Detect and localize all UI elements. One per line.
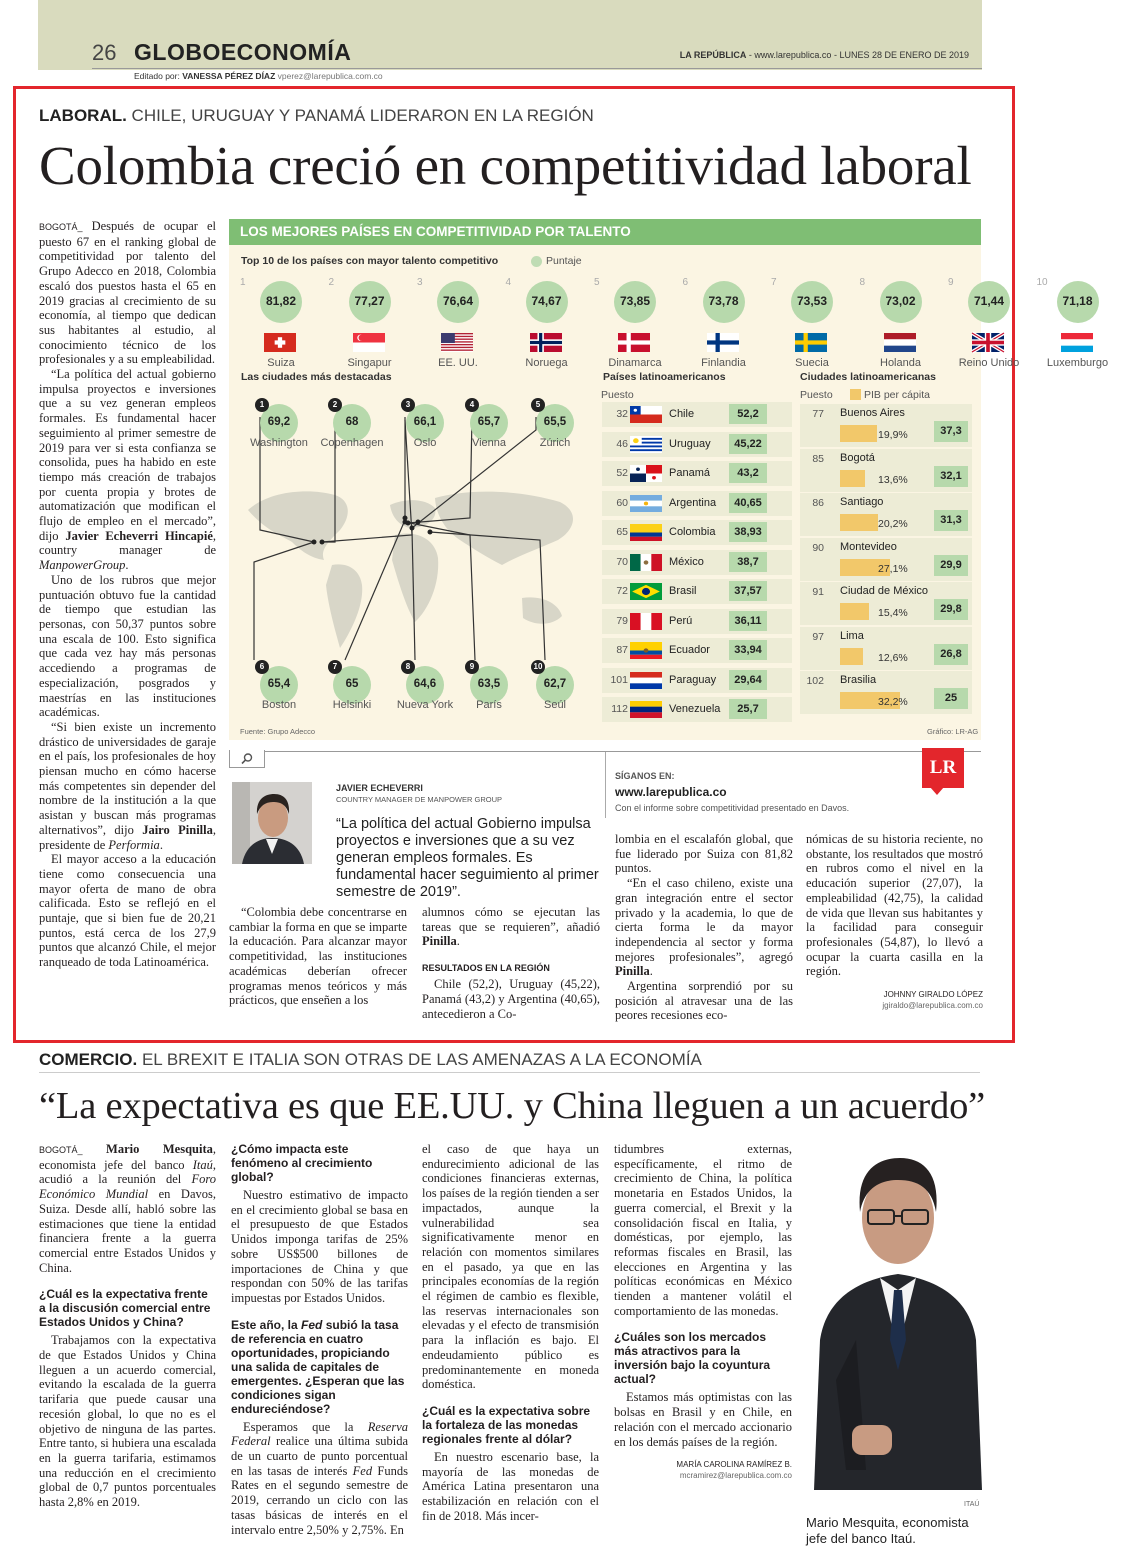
latam-cities-puesto-label: Puesto — [800, 389, 833, 401]
byline-author: MARÍA CAROLINA RAMÍREZ B. — [676, 1460, 792, 1470]
top10-rank: 3 — [417, 277, 423, 288]
paragraph: “Colombia debe concentrarse en cambiar la forma en que se imparte la educación. Para alcanzar mayor competitividad, las instituciones académicas deberían ofrecer programas menos teóricos y más prácticos, que enseñen a los — [229, 905, 407, 1008]
photo-javier-echeverri — [232, 782, 312, 864]
flag-ar-icon — [630, 495, 662, 512]
latam-city-score: 29,9 — [934, 555, 968, 576]
latam-puesto: 72 — [616, 585, 628, 597]
flag-br-icon — [630, 583, 662, 600]
pib-bar — [840, 648, 863, 665]
top10-score: 77,27 — [354, 294, 385, 308]
latam-score: 38,93 — [729, 522, 767, 542]
latam-city-score: 32,1 — [934, 466, 968, 487]
flag-ch-icon — [264, 333, 296, 352]
subheading: RESULTADOS EN LA REGIÓN — [422, 963, 550, 974]
follow-heading: SÍGANOS EN: — [615, 771, 675, 781]
top10-label: Top 10 de los países con mayor talento competitivo — [241, 255, 499, 267]
top10-country: Finlandia — [701, 357, 746, 369]
top10-country: Reino Unido — [958, 357, 1020, 369]
latam-city-row — [800, 627, 970, 671]
flag-mx-icon — [630, 554, 662, 571]
interview-question: ¿Cuáles son los mercados más atractivos para la inversión bajo la coyuntura actual? — [614, 1330, 771, 1387]
latam-score: 33,94 — [729, 640, 767, 660]
latam-city-row — [800, 449, 970, 493]
latam-city-puesto: 102 — [806, 675, 824, 687]
pib-bar — [840, 603, 869, 620]
flag-pa-icon — [630, 465, 662, 482]
latam-puesto: 70 — [616, 555, 628, 568]
latam-country: Argentina — [669, 496, 717, 509]
paragraph: Chile (52,2), Uruguay (45,22), Panamá (43,2) y Argentina (40,65), antecedieron a Co- — [422, 977, 600, 1021]
top10-rank: 2 — [328, 277, 335, 288]
company-name: Itaú — [192, 1157, 213, 1172]
city-score: 66,1 — [413, 416, 437, 428]
infographic-credit: Gráfico: LR-AG — [927, 727, 979, 736]
latam-row — [602, 668, 790, 694]
latam-title: Países latinoamericanos — [603, 371, 726, 383]
paragraph-text: alumnos cómo se ejecutan las tareas que se requieren”, añadió — [422, 905, 600, 934]
latam-row — [602, 461, 790, 487]
top10-country: Dinamarca — [608, 357, 662, 369]
latam-score: 52,2 — [729, 404, 767, 424]
latam-city-name: Ciudad de México — [840, 585, 929, 597]
latam-country: Panamá — [669, 467, 710, 479]
byline — [614, 1459, 792, 1481]
interview-question: ¿Cómo impacta este fenómeno al crecimiento global? — [231, 1142, 373, 1184]
interview-question — [231, 1318, 408, 1416]
paragraph — [39, 1142, 216, 1275]
latam-country: Chile — [669, 408, 695, 420]
paragraph-text: . — [456, 934, 460, 949]
latam-puesto: 60 — [616, 496, 628, 509]
photo-credit: ITAÚ — [964, 1501, 980, 1508]
city-score: 62,7 — [543, 678, 567, 690]
top10-country: Suiza — [267, 357, 295, 369]
top10-rank: 6 — [682, 277, 689, 288]
top10-score: 73,85 — [619, 294, 651, 308]
latam-row — [602, 491, 790, 517]
flag-gb-icon — [972, 333, 1004, 352]
latam-cities-title: Ciudades latinoamericanas — [800, 371, 936, 383]
interview-question: ¿Cuál es la expectativa sobre la fortaleza de las monedas regionales frente al dólar? — [422, 1403, 591, 1446]
paragraph: El mayor acceso a la educación tiene como consecuencia una mayor oferta de mano de obra calificada. Esto se reflejó en el puntaje, que si bien fue de 20,21 puntos, está cerca de los 27,9 puntos que alcanzó Chile, el mejor ranqueado de toda Latinoamérica. — [39, 852, 216, 970]
flag-co-icon — [630, 524, 662, 541]
infographic-source: Fuente: Grupo Adecco — [240, 727, 316, 736]
article1-col5 — [806, 832, 983, 1011]
top10-rank: 4 — [505, 277, 512, 288]
institution-name: Fed — [301, 1317, 323, 1332]
top10-score: 71,18 — [1062, 294, 1093, 308]
latam-country: Perú — [669, 614, 693, 627]
latam-city-puesto: 91 — [812, 586, 824, 598]
latam-city-row — [800, 582, 970, 626]
interview-question: ¿Cuál es la expectativa frente a la discusión comercial entre Estados Unidos y China? — [39, 1287, 211, 1330]
top10-score: 73,78 — [708, 294, 739, 308]
question-text: Este año, la — [231, 1317, 302, 1332]
top10-score: 81,82 — [265, 294, 297, 308]
top10-score: 71,44 — [973, 294, 1005, 308]
section-name: GLOBOECONOMÍA — [134, 39, 352, 65]
flag-sg-icon — [353, 333, 385, 352]
article2-col2 — [231, 1142, 408, 1537]
quote-person-name: JAVIER ECHEVERRI — [336, 783, 423, 793]
latam-row — [602, 579, 790, 605]
institution-name: Reserva Federal — [231, 1419, 408, 1449]
paragraph-text: , presidente de — [39, 822, 216, 852]
follow-url: www.larepublica.co — [615, 785, 727, 799]
editor-line — [134, 71, 383, 81]
editor-email: vperez@larepublica.com.co — [277, 71, 383, 81]
pib-value: 13,6% — [878, 473, 908, 486]
paragraph: Nuestro estimativo de impacto en el crecimiento global se basa en el presupuesto de que Estados Unidos imponga tarifas de 25% sobre US$500 billones de importaciones de China y que respondan con 50% de las tarifas impuestas por Estados Unidos. — [231, 1188, 408, 1305]
paragraph-text: “La política del actual gobierno impulsa proyectos e inversiones que a su vez generan empleos formales. Es fundamental hacer seguimiento al primer semestre de 2019 para ver si esta confianza se consolida, pues ha habido en este tiempo más creación de trabajos por cuenta propia y brotes de automatización que modifican el flujo de empleo en el mercado”, dijo — [39, 367, 216, 543]
flag-ec-icon — [630, 642, 662, 659]
latam-country: Colombia — [669, 526, 716, 538]
pib-value: 15,4% — [878, 607, 908, 619]
paragraph-text: . — [159, 837, 163, 852]
paragraph-text: , economista jefe del banco — [39, 1142, 216, 1172]
pib-bar — [840, 514, 878, 531]
latam-city-puesto: 90 — [812, 541, 824, 554]
photo-caption: Mario Mesquita, economista jefe del banco Itaú. — [806, 1515, 969, 1546]
legend-pib-square — [850, 389, 861, 400]
latam-row — [602, 697, 790, 723]
latam-puesto: 65 — [616, 526, 628, 538]
latam-row — [602, 609, 790, 635]
top10-country: EE. UU. — [438, 357, 478, 369]
city-name: Nueva York — [396, 699, 454, 711]
search-icon-glyph — [240, 752, 254, 766]
latam-score: 38,7 — [729, 552, 767, 572]
top10-rank: 9 — [948, 277, 954, 288]
pib-bar — [840, 470, 865, 487]
city-name: París — [476, 699, 502, 711]
article2-kicker — [39, 1050, 702, 1070]
top10-score: 74,67 — [531, 294, 562, 308]
article2-col4 — [614, 1142, 792, 1481]
top10-rank: 1 — [240, 277, 246, 288]
infographic-title: LOS MEJORES PAÍSES EN COMPETITIVIDAD POR TALENTO — [229, 219, 981, 245]
byline — [806, 989, 983, 1011]
byline-author: JOHNNY GIRALDO LÓPEZ — [883, 990, 983, 1000]
kicker-label: COMERCIO. — [39, 1050, 138, 1069]
legend-score-label: Puntaje — [546, 255, 582, 267]
article1-col1 — [39, 219, 216, 970]
article2-rule — [39, 1072, 980, 1073]
latam-country: Ecuador — [669, 644, 710, 656]
latam-city-name: Buenos Aires — [840, 407, 905, 419]
paragraph: En nuestro escenario base, la mayoría de las monedas de América Latina presentaron una estabilización en relación con el fin de 2018. Más incer- — [422, 1449, 599, 1523]
latam-row — [602, 402, 790, 428]
paragraph-text: , country manager de — [39, 528, 217, 558]
latam-puesto: 52 — [616, 467, 628, 479]
top10-country: Noruega — [525, 357, 568, 369]
photo-mario-mesquita — [806, 1140, 988, 1490]
paragraph-text: . — [125, 558, 129, 573]
editor-prefix: Editado por: — [134, 71, 180, 81]
latam-puesto: 79 — [616, 614, 628, 627]
latam-puesto: 112 — [611, 703, 628, 715]
flag-se-icon — [795, 333, 827, 352]
top10-rank: 7 — [771, 277, 777, 288]
editor-name: VANESSA PÉREZ DÍAZ — [182, 71, 276, 81]
latam-city-row — [800, 538, 970, 582]
paragraph: Estamos más optimistas con las bolsas en Brasil y en Chile, en relación con el mercado accionario en los demás países de la región. — [614, 1390, 792, 1449]
city-rank-badge: 9 — [465, 660, 479, 674]
paragraph-text: realice una última subida de un cuarto de punto porcentual en las tasas de interés — [231, 1434, 408, 1478]
article1-headline: Colombia creció en competitividad laboral — [39, 135, 972, 196]
masthead-name: LA REPÚBLICA — [679, 50, 747, 60]
paragraph: Argentina sorprendió por su posición al atravesar una de las peores recesiones eco- — [615, 979, 793, 1023]
page-number: 26 — [92, 40, 117, 65]
paragraph-text: Esperamos que la — [243, 1419, 368, 1434]
masthead — [680, 50, 969, 60]
latam-row — [602, 550, 790, 576]
city-name: Boston — [261, 699, 297, 711]
latam-city-name: Santiago — [840, 496, 884, 508]
masthead-date: - www.larepublica.co - LUNES 28 DE ENERO DE 2019 — [746, 50, 969, 60]
city-score: 65,4 — [267, 678, 291, 690]
city-name: Vienna — [471, 437, 507, 449]
city-name: Oslo — [413, 437, 437, 449]
person-name: Javier Echeverri Hincapié — [65, 528, 213, 543]
paragraph-text: . — [649, 964, 653, 979]
flag-us-icon — [441, 333, 473, 352]
paragraph — [422, 905, 600, 949]
paragraph-text: “En el caso chileno, existe una gran integración entre el sector privado y la academia, lo que de cierta forma le da mayor independencia al sector y forma mejores profesionales”, agregó — [615, 876, 793, 964]
latam-city-score: 29,8 — [934, 599, 968, 620]
latam-country: México — [669, 555, 704, 568]
latam-country: Uruguay — [669, 437, 711, 450]
portrait-graphic — [806, 1140, 988, 1490]
paragraph: Uno de los rubros que mejor puntuación obtuvo fue la cantidad de tiempo que estudian las personas, con 50,37 puntos sobre una escala de 100. Esto significa que cada vez hay más personas accediendo a programas de especialización, posgrados y maestrías en las instituciones académicas. — [39, 572, 216, 720]
city-rank-badge: 2 — [328, 398, 342, 412]
paragraph-text: en Davos, Suiza. Desde allí, habló sobre las estimaciones que tiene la entidad financiera frente a la guerra comercial entre Estados Unidos y China. — [39, 1187, 216, 1275]
byline-email: jgiraldo@larepublica.com.co — [882, 1001, 983, 1011]
paragraph — [231, 1420, 408, 1538]
city-name: Washington — [250, 437, 308, 449]
paragraph-text: “Si bien existe un incremento drástico de universidades de garaje en el país, los profesionales de hoy piensan mucho en cómo hacerse más competentes sin depender del nombre de la institución a la que asistan y buscan más programas alternativos”, dijo — [39, 719, 216, 837]
city-rank-badge: 4 — [465, 398, 479, 412]
city-score: 63,5 — [477, 678, 501, 690]
city-score: 68 — [345, 416, 359, 428]
dateline: BOGOTÁ_ — [39, 222, 83, 232]
flag-py-icon — [630, 672, 662, 689]
dateline: BOGOTÁ_ — [39, 1145, 83, 1155]
pib-value: 12,6% — [878, 651, 908, 664]
flag-ve-icon — [630, 701, 662, 718]
city-rank-badge: 8 — [401, 660, 415, 674]
paragraph: Trabajamos con la expectativa de que Estados Unidos y China lleguen a un acuerdo comercial, evitando la escalada de la guerra tarifaria que puede causar una recesión global, lo que no es el objetivo de ninguna de las partes. Entre tanto, si hubiera una escalada en la guerra tarifaria, estimamos una reducción en el crecimiento global de 0,7 puntos porcentuales hasta 2,8% en 2019. — [39, 1333, 217, 1510]
latam-city-score: 37,3 — [934, 421, 968, 442]
city-score: 65,7 — [477, 416, 501, 428]
latam-country: Brasil — [669, 585, 697, 597]
latam-city-score: 25 — [934, 688, 968, 709]
quote-person-role: COUNTRY MANAGER DE MANPOWER GROUP — [336, 795, 502, 804]
kicker-text: CHILE, URUGUAY Y PANAMÁ LIDERARON EN LA REGIÓN — [126, 106, 594, 125]
flag-fi-icon — [707, 333, 739, 352]
latam-score: 40,65 — [729, 493, 767, 513]
latam-city-puesto: 77 — [812, 408, 824, 420]
byline-email: mcramirez@larepublica.com.co — [679, 1471, 792, 1481]
pib-value: 32,2% — [878, 696, 908, 708]
latam-puesto: 46 — [616, 437, 628, 450]
latam-city-puesto: 97 — [812, 630, 824, 643]
person-name: Jairo Pinilla — [142, 822, 213, 837]
top10-score: 73,02 — [885, 294, 916, 308]
article2-col1 — [39, 1142, 216, 1510]
city-rank-badge: 6 — [255, 660, 269, 674]
legend-pib-label: PIB per cápita — [864, 389, 930, 401]
latam-score: 36,11 — [729, 611, 767, 631]
latam-puesto: 101 — [610, 673, 628, 686]
kicker-label: LABORAL. — [39, 106, 127, 125]
top10-country: Singapur — [347, 357, 392, 369]
person-name: Mario Mesquita — [106, 1142, 213, 1156]
flag-lu-icon — [1061, 333, 1093, 352]
article2-col3 — [422, 1142, 599, 1523]
paragraph — [39, 219, 216, 367]
paragraph: el caso de que haya un endurecimiento adicional de las condiciones financieras externas, los países de la región tienden a ser impactados, aunque la vulnerabilidad sea significativamente menor en relación con momentos similares en el pasado, ya que en las principales economías de la región el régimen de cambio es flexible, las reservas internacionales son elevadas y el efecto de transmisión para la inflación es bajo. El endeudamiento público es predominantemente en moneda doméstica. — [422, 1142, 599, 1392]
latam-city-row — [800, 671, 970, 715]
top10-country: Holanda — [880, 357, 921, 369]
event-name: Foro Económico Mundial — [39, 1172, 216, 1202]
latam-puesto: 32 — [616, 408, 628, 420]
paragraph-text: Después de ocupar el puesto 67 en el ranking global de competitividad por talento del Grupo Adecco en 2018, Colombia escaló dos puestos hasta el 65 en 2019 gracias al crecimiento de su economía, al tiempo que dedican sus habitantes al estudio, al conocimiento técnico de los profesionales y a su empleabilidad. — [39, 219, 216, 367]
lr-logo: LR — [922, 748, 964, 788]
top10-country: Luxemburgo — [1046, 357, 1109, 369]
city-name: Helsinki — [332, 699, 372, 711]
flag-dk-icon — [618, 333, 650, 352]
paragraph — [615, 876, 793, 979]
top10-score: 76,64 — [442, 294, 474, 308]
flag-uy-icon — [630, 436, 662, 453]
latam-city-score: 31,3 — [934, 510, 968, 531]
top10-rank: 8 — [859, 277, 866, 288]
city-rank-badge: 5 — [531, 398, 545, 412]
paragraph-text: , acudió a la reunión del — [39, 1157, 216, 1187]
city-rank-badge: 10 — [531, 660, 545, 674]
paragraph-text: Funds Rates en el segundo semestre de 2019, cerrando un ciclo con las tasas básicas de interés en el intervalo entre 2,50% y 2,75%. En — [231, 1463, 408, 1537]
paragraph — [39, 720, 216, 852]
cities-title: Las ciudades más destacadas — [241, 371, 392, 383]
pib-bar — [840, 425, 877, 442]
article1-col3 — [422, 905, 600, 1021]
institution-name: Fed — [352, 1463, 373, 1478]
latam-puesto-label: Puesto — [601, 389, 634, 401]
latam-city-name: Brasilia — [840, 674, 877, 686]
city-score: 69,2 — [267, 416, 291, 428]
latam-city-puesto: 85 — [812, 452, 824, 465]
city-rank-badge: 7 — [328, 660, 342, 674]
city-rank-badge: 1 — [255, 398, 269, 412]
article1-col4 — [615, 832, 793, 1023]
company-name: Performia — [108, 837, 160, 852]
latam-row — [602, 638, 790, 664]
latam-city-name: Bogotá — [840, 451, 875, 464]
header-rule — [92, 68, 982, 69]
latam-score: 45,22 — [729, 434, 767, 454]
article2-headline: “La expectativa es que EE.UU. y China lleguen a un acuerdo” — [39, 1085, 986, 1127]
flag-pe-icon — [630, 613, 662, 630]
latam-score: 25,7 — [729, 699, 767, 719]
latam-city-puesto: 86 — [812, 497, 824, 509]
latam-city-row — [800, 493, 970, 537]
flag-no-icon — [530, 333, 562, 352]
latam-score: 37,57 — [729, 581, 767, 601]
top10-rank: 10 — [1036, 277, 1048, 288]
paragraph: tidumbres externas, específicamente, el ritmo de crecimiento de China, la política monetaria en Estados Unidos, la guerra comercial, el Brexit y la consolidación fiscal en Italia, y domésticas, por ejemplo, las reformas fiscales en Brasil, las elecciones en Argentina y las políticas económicas en México tienden a mantener volátil el comportamiento de las monedas. — [614, 1142, 792, 1318]
kicker-text: EL BREXIT E ITALIA SON OTRAS DE LAS AMENAZAS A LA ECONOMÍA — [137, 1050, 702, 1069]
pib-value: 27,1% — [878, 562, 908, 575]
latam-country: Venezuela — [669, 703, 721, 715]
top10-score: 73,53 — [796, 294, 828, 308]
latam-city-name: Montevideo — [840, 540, 897, 553]
follow-subtext: Con el informe sobre competitividad presentado en Davos. — [615, 803, 850, 813]
pull-quote: “La política del actual Gobierno impulsa proyectos e inversiones que a su vez generan empleos formales. Es fundamental hacer seguimiento al primer semestre de 2019”. — [336, 816, 599, 900]
top10-rank: 5 — [594, 277, 600, 288]
latam-city-score: 26,8 — [934, 644, 968, 665]
search-icon — [229, 750, 265, 768]
city-score: 64,6 — [413, 678, 437, 690]
latam-row — [602, 432, 790, 458]
city-score: 65,5 — [543, 416, 567, 428]
paragraph: nómicas de su historia reciente, no obstante, los resultados que mostró en rubros como el nivel en la educación superior (27,07), la empleabilidad (42,75), la calidad de vida que llevan sus habitantes y la facilidad para conseguir profesionales (54,87), lo llevó a ocupar la cuarta casilla en la región. — [806, 832, 983, 979]
city-rank-badge: 3 — [401, 398, 415, 412]
flag-nl-icon — [884, 333, 916, 352]
follow-separator — [605, 752, 606, 818]
company-name: ManpowerGroup — [39, 558, 126, 573]
latam-country: Paraguay — [669, 673, 717, 686]
article1-col2 — [229, 905, 407, 1008]
person-name: Pinilla — [422, 934, 457, 949]
latam-city-name: Lima — [840, 629, 864, 642]
article1-kicker — [39, 106, 594, 126]
latam-city-row — [800, 404, 970, 448]
city-name: Zúrich — [539, 437, 571, 449]
paragraph: lombia en el escalafón global, que fue liderado por Suiza con 81,82 puntos. — [615, 832, 793, 876]
pib-value: 20,2% — [878, 518, 908, 530]
question-text: subió la tasa de referencia en cuatro oportunidades, propiciando una salida de capitales de emergentes. ¿Esperan que las condiciones sigan endureciéndose? — [231, 1317, 405, 1416]
city-name: Seúl — [543, 699, 567, 711]
flag-cl-icon — [630, 406, 662, 423]
latam-score: 29,64 — [729, 670, 767, 690]
top10-country: Suecia — [795, 357, 829, 369]
person-name: Pinilla — [615, 964, 650, 979]
latam-score: 43,2 — [729, 463, 767, 483]
legend-score-dot — [531, 256, 542, 267]
latam-row — [602, 520, 790, 546]
portrait-graphic — [232, 782, 312, 864]
latam-puesto: 87 — [616, 644, 628, 656]
city-score: 65 — [345, 678, 359, 690]
city-name: Copenhagen — [320, 437, 384, 449]
paragraph — [39, 367, 216, 573]
pib-value: 19,9% — [878, 429, 908, 441]
